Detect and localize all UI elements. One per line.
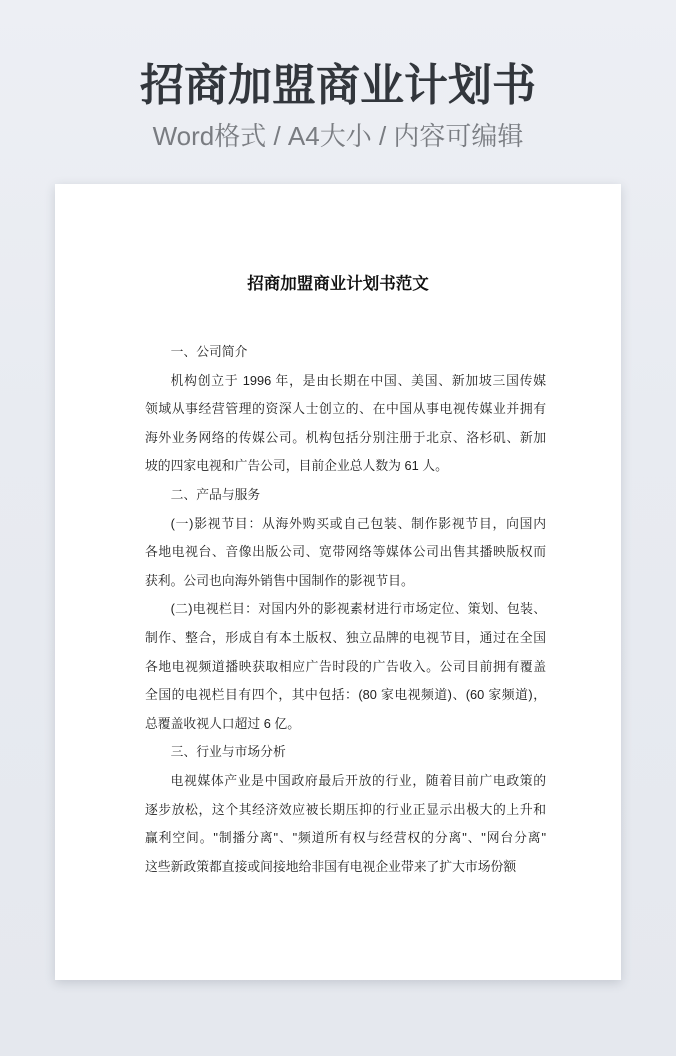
document-title: 招商加盟商业计划书范文	[247, 275, 429, 293]
document-line: 坡的四家电视和广告公司，目前企业总人数为 61 人。	[145, 458, 448, 474]
document-line: 逐步放松，这个其经济效应被长期压抑的行业正显示出极大的上升和	[145, 801, 546, 817]
template-format-subtitle: Word格式 / A4大小 / 内容可编辑	[152, 121, 524, 151]
document-line: 制作、整合，形成自有本土版权、独立品牌的电视节目，通过在全国	[145, 629, 546, 645]
document-line: 二、产品与服务	[170, 486, 261, 502]
document-line: 机构创立于 1996 年，是由长期在中国、美国、新加坡三国传媒	[170, 372, 546, 388]
document-line: 各地电视台、音像出版公司、宽带网络等媒体公司出售其播映版权而	[145, 544, 546, 560]
preview-header	[0, 60, 676, 152]
document-line: 赢利空间。"制播分离"、"频道所有权与经营权的分离"、"网台分离"	[145, 830, 546, 846]
document-line: 领域从事经营管理的资深人士创立的、在中国从事电视传媒业并拥有	[145, 401, 546, 417]
document-line: 全国的电视栏目有四个，其中包括：(80 家电视频道)、(60 家频道)，	[145, 687, 546, 703]
document-line: 海外业务网络的传媒公司。机构包括分别注册于北京、洛杉矶、新加	[145, 429, 546, 445]
document-line: 三、行业与市场分析	[170, 744, 286, 760]
document-line: 获利。公司也向海外销售中国制作的影视节目。	[145, 572, 414, 588]
document-line: 各地电视频道播映获取相应广告时段的广告收入。公司目前拥有覆盖	[145, 658, 546, 674]
document-body	[145, 338, 546, 881]
document-line: (二)电视栏目：对国内外的影视素材进行市场定位、策划、包装、	[170, 601, 546, 617]
document-line: (一)影视节目：从海外购买或自己包装、制作影视节目，向国内	[170, 515, 546, 531]
document-page	[55, 184, 621, 980]
template-title: 招商加盟商业计划书	[140, 61, 536, 110]
document-line: 电视媒体产业是中国政府最后开放的行业，随着目前广电政策的	[170, 772, 546, 788]
document-line: 一、公司简介	[170, 344, 248, 359]
document-line: 这些新政策都直接或间接地给非国有电视企业带来了扩大市场份额	[145, 858, 517, 874]
document-line: 总覆盖收视人口超过 6 亿。	[145, 715, 300, 731]
